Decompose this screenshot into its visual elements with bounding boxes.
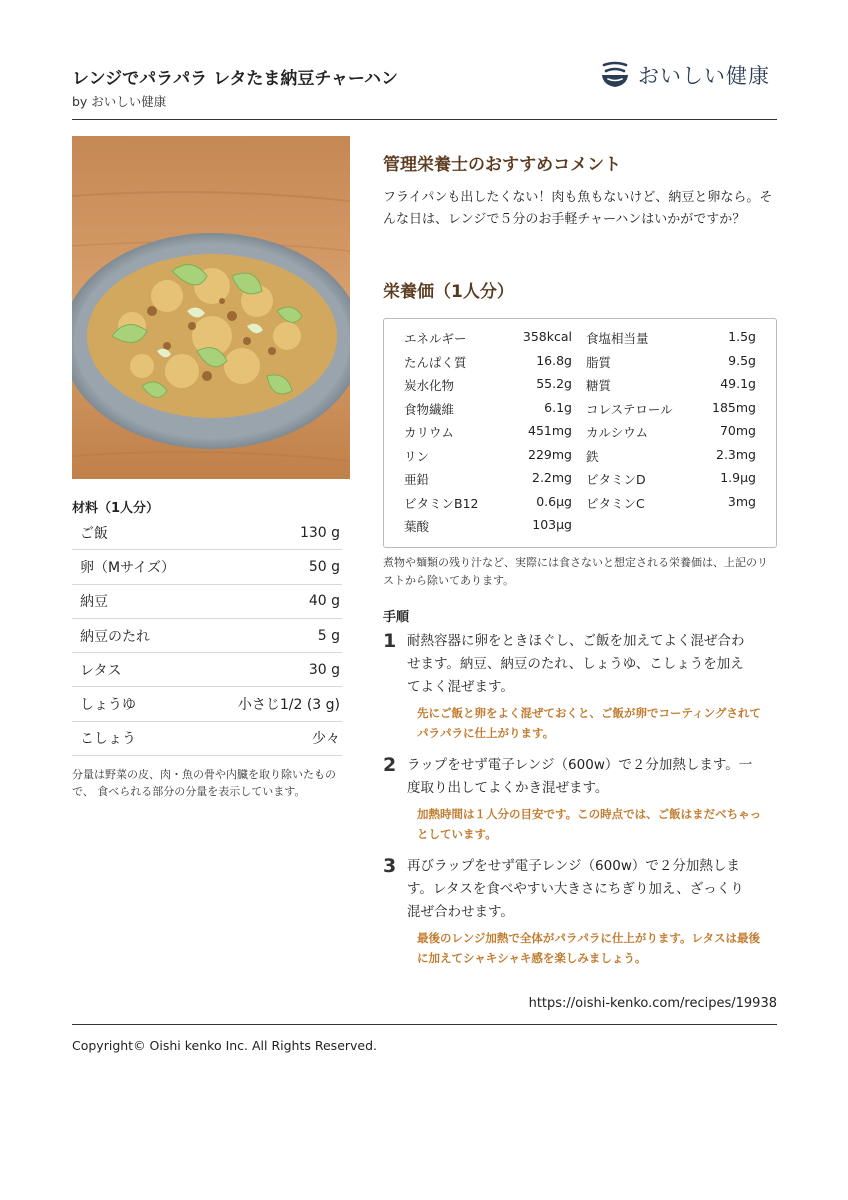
step-text: ラップをせず電子レンジ（600w）で２分加熱します。一度取り出してよくかき混ぜます。 <box>407 757 753 796</box>
ingredient-amount: 40 g <box>308 593 340 610</box>
recommend-heading: 管理栄養士のおすすめコメント <box>383 155 622 175</box>
footer-divider <box>72 1024 777 1025</box>
nutrient-value: 6.1g <box>544 399 572 415</box>
step-tip: 先にご飯と卵をよく混ぜておくと、ご飯が卵でコーティングされてパラパラに仕上がります。 <box>417 706 761 740</box>
ingredient-name: 卵（Mサイズ） <box>80 559 175 576</box>
recipe-title: レンジでパラパラ レタたま納豆チャーハン <box>72 69 399 89</box>
recipe-url[interactable]: https://oishi-kenko.com/recipes/19938 <box>528 996 777 1011</box>
step-number: 2 <box>383 754 397 776</box>
nutrient-value: 451mg <box>528 423 572 438</box>
step-text: 再びラップをせず電子レンジ（600w）で２分加熱します。レタスを食べやすい大きさにちぎり加え、ざっくり混ぜ合わせます。 <box>407 858 744 920</box>
step-number: 3 <box>383 855 397 877</box>
ingredient-name: 納豆のたれ <box>80 628 150 645</box>
nutrient-name: たんぱく質 <box>404 354 467 370</box>
nutrient-value: 0.6μg <box>536 493 572 509</box>
bowl-logo-icon <box>600 61 630 89</box>
ingredient-name: しょうゆ <box>80 697 136 714</box>
logo-text: おいしい健康 <box>638 64 770 88</box>
nutrient-name: エネルギー <box>404 331 467 346</box>
ingredient-row <box>72 653 342 687</box>
nutrient-value: 2.3mg <box>716 446 756 462</box>
ingredient-amount: 少々 <box>312 731 340 748</box>
nutrient-value <box>684 517 756 541</box>
nutrient-name: 食物繊維 <box>404 401 455 417</box>
nutrient-value: 55.2g <box>536 376 572 391</box>
nutrient-name: ビタミンC <box>586 495 645 511</box>
ingredient-name: ご飯 <box>80 525 108 542</box>
brand-logo[interactable] <box>600 60 770 90</box>
nutrient-value: 1.5g <box>728 329 756 344</box>
fried-rice-illustration <box>72 136 350 479</box>
nutrient-value: 2.2mg <box>532 470 572 485</box>
nutrient-name: 炭水化物 <box>404 378 455 393</box>
ingredient-amount: 30 g <box>308 661 340 678</box>
nutrient-value: 16.8g <box>536 352 572 368</box>
nutrient-name: 食塩相当量 <box>586 331 649 346</box>
nutrition-heading: 栄養価（1人分） <box>383 282 514 302</box>
nutrient-value: 9.5g <box>728 352 756 368</box>
ingredient-row <box>72 687 342 721</box>
nutrient-name: ビタミンD <box>586 472 646 487</box>
step-text: 耐熱容器に卵をときほぐし、ご飯を加えてよく混ぜ合わせます。納豆、納豆のたれ、しょうゆ、こしょうを加えてよく混ぜます。 <box>407 633 745 695</box>
nutrient-name: 葉酸 <box>404 519 430 534</box>
ingredients-heading: 材料（1人分） <box>72 501 160 516</box>
ingredients-note: 分量は野菜の皮、肉・魚の骨や内臓を取り除いたもので、 食べられる部分の分量を表示しています。 <box>72 768 336 798</box>
header-divider <box>72 119 777 120</box>
ingredient-name: レタス <box>80 662 122 679</box>
nutrient-name: 亜鉛 <box>404 472 430 487</box>
ingredient-amount: 130 g <box>299 524 340 541</box>
ingredient-row <box>72 722 342 756</box>
nutrient-name: コレステロール <box>586 401 673 417</box>
nutrient-value: 70mg <box>719 423 756 438</box>
copyright: Copyright© Oishi kenko Inc. All Rights Reserved. <box>72 1038 378 1053</box>
ingredient-amount: 50 g <box>308 558 340 575</box>
step-tip: 加熱時間は１人分の目安です。この時点では、ご飯はまだべちゃっとしています。 <box>417 807 762 841</box>
nutrient-value: 1.9μg <box>720 470 756 485</box>
nutrition-note: 煮物や麺類の残り汁など、実際には食さないと想定される栄養価は、上記のリストから除いてあります。 <box>383 556 768 587</box>
nutrient-value: 3mg <box>727 493 756 509</box>
nutrient-value: 185mg <box>712 399 756 415</box>
nutrient-value: 103μg <box>532 517 572 532</box>
nutrient-value: 358kcal <box>522 329 572 344</box>
steps-heading: 手順 <box>383 610 410 625</box>
nutrient-name: カリウム <box>404 425 454 440</box>
step-number: 1 <box>383 630 397 652</box>
nutrient-name: 糖質 <box>586 378 612 393</box>
nutrition-table <box>383 318 777 548</box>
nutrient-name: 脂質 <box>586 354 612 370</box>
nutrition-grid <box>404 329 756 541</box>
step-tip: 最後のレンジ加熱で全体がパラパラに仕上がります。レタスは最後に加えてシャキシャキ感を楽しみましょう。 <box>417 931 761 965</box>
ingredient-name: 納豆 <box>80 594 108 611</box>
ingredients-list <box>72 516 342 756</box>
ingredient-row <box>72 550 342 584</box>
ingredient-name: こしょう <box>80 731 136 748</box>
ingredient-row <box>72 516 342 550</box>
ingredient-row <box>72 619 342 653</box>
byline: by おいしい健康 <box>72 94 167 109</box>
ingredient-amount: 小さじ1/2 (3 g) <box>237 697 340 714</box>
ingredient-row <box>72 585 342 619</box>
nutrient-name: カルシウム <box>586 425 649 440</box>
recommend-text: フライパンも出したくない！肉も魚もないけど、納豆と卵なら。そんな日は、レンジで５分のお手軽チャーハンはいかがですか？ <box>383 190 773 227</box>
nutrient-name <box>572 517 684 541</box>
nutrient-name: 鉄 <box>586 448 599 464</box>
nutrient-name: ビタミンB12 <box>404 495 479 511</box>
nutrient-name: リン <box>404 448 430 464</box>
nutrient-value: 229mg <box>528 446 572 462</box>
ingredient-amount: 5 g <box>317 627 340 644</box>
recipe-photo <box>72 136 350 479</box>
nutrient-value: 49.1g <box>720 376 756 391</box>
